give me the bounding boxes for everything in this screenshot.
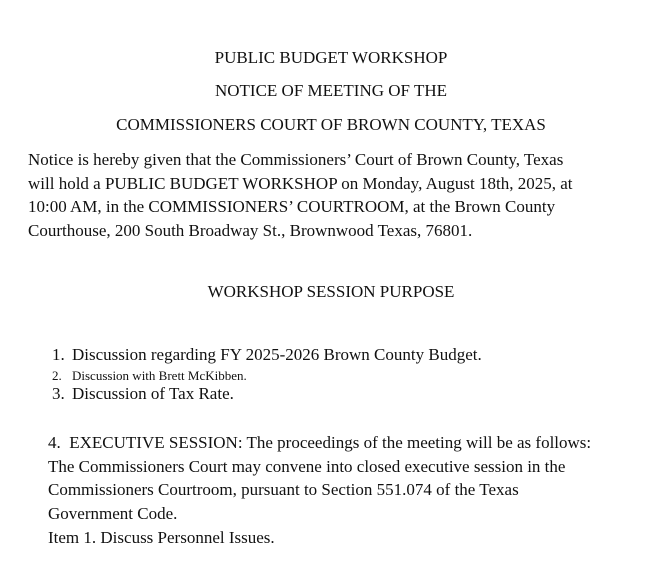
workshop-title: PUBLIC BUDGET WORKSHOP (214, 48, 448, 67)
notice-line: will hold a PUBLIC BUDGET WORKSHOP on Monday, August 18th, 2025, at (28, 173, 573, 193)
executive-session-paragraph (48, 431, 591, 525)
notice-paragraph (28, 148, 573, 242)
notice-title: NOTICE OF MEETING OF THE (214, 81, 447, 100)
agenda-item (52, 345, 482, 365)
notice-line: Notice is hereby given that the Commissioners’ Court of Brown County, Texas (28, 150, 564, 169)
court-title: COMMISSIONERS COURT OF BROWN COUNTY, TEXAS (116, 115, 546, 134)
executive-line: The Commissioners Court may convene into closed executive session in the (48, 456, 566, 476)
agenda-item (52, 368, 247, 384)
executive-line: Commissioners Courtroom, pursuant to Section 551.074 of the Texas (48, 480, 519, 499)
executive-line: Government Code. (48, 503, 178, 523)
purpose-heading: WORKSHOP SESSION PURPOSE (207, 282, 455, 301)
agenda-item-number: 3. (52, 384, 65, 403)
agenda-item-text: Discussion regarding FY 2025-2026 Brown County Budget. (72, 345, 482, 364)
agenda-item-text: Discussion of Tax Rate. (72, 384, 234, 403)
agenda-item-number: 2. (52, 368, 62, 383)
personnel-item: Item 1. Discuss Personnel Issues. (48, 528, 275, 547)
notice-line: Courthouse, 200 South Broadway St., Brownwood Texas, 76801. (28, 220, 473, 240)
agenda-item (52, 384, 234, 404)
notice-line: 10:00 AM, in the COMMISSIONERS’ COURTROOM, at the Brown County (28, 197, 556, 216)
agenda-item-number: 1. (52, 345, 65, 364)
agenda-item-text: Discussion with Brett McKibben. (72, 368, 247, 383)
executive-line: 4. EXECUTIVE SESSION: The proceedings of the meeting will be as follows: (48, 433, 592, 452)
